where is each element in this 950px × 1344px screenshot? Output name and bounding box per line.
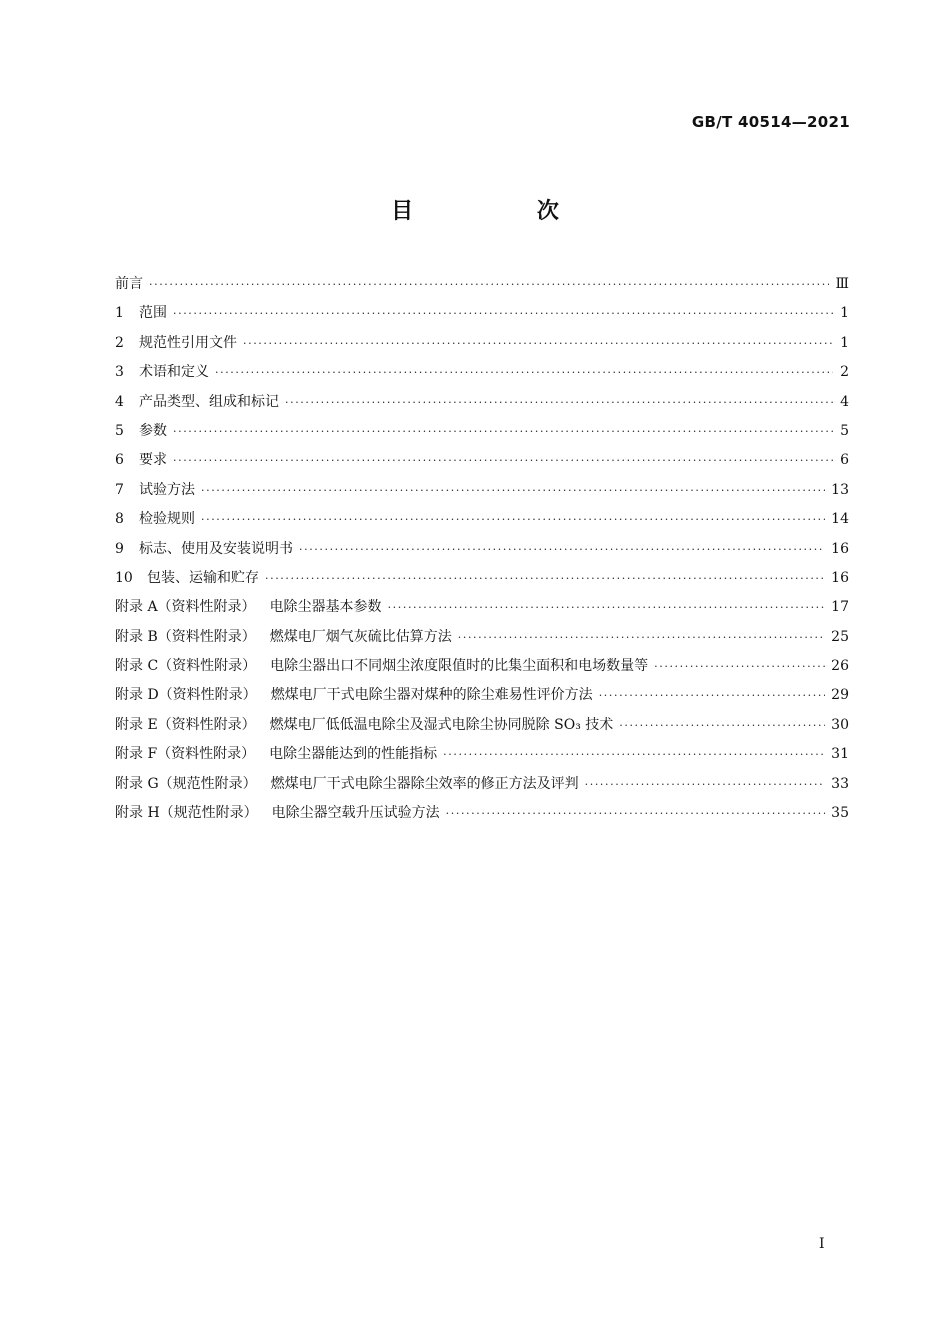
toc-entry-appendix-h[interactable] [115,799,849,828]
toc-entry-9[interactable] [115,535,849,564]
toc-entry-7[interactable] [115,476,849,505]
toc-entry-appendix-b[interactable] [115,623,849,652]
toc-label: 前言 [115,276,143,292]
appendix-prefix: 附录 A（资料性附录） [115,599,256,616]
appendix-prefix: 附录 E（资料性附录） [115,716,256,733]
toc-label: 燃煤电厂低低温电除尘及湿式电除尘协同脱除 SO₃ 技术 [269,716,614,733]
toc-label: 电除尘器出口不同烟尘浓度限值时的比集尘面积和电场数量等 [270,658,649,675]
leader-dots [599,681,825,710]
leader-dots [215,358,833,387]
toc-number: 10 [115,569,133,586]
leader-dots [654,652,825,681]
leader-dots [173,299,833,328]
toc-page: 17 [831,599,849,616]
appendix-prefix: 附录 C（资料性附录） [115,658,257,675]
toc-entry-appendix-f[interactable] [115,740,849,769]
toc-number: 6 [115,452,124,469]
toc-label: 规范性引用文件 [139,334,237,351]
leader-dots [585,770,826,799]
toc-page: 1 [840,334,849,351]
toc-label: 术语和定义 [139,364,209,381]
toc-page: 31 [831,746,849,763]
toc-label: 电除尘器基本参数 [269,599,382,616]
leader-dots [285,388,833,417]
toc-page: 4 [840,393,849,410]
toc-label: 电除尘器能达到的性能指标 [269,746,438,763]
toc-label: 产品类型、组成和标记 [139,393,279,410]
toc-page: Ⅲ [835,276,849,292]
appendix-prefix: 附录 G（规范性附录） [115,775,257,792]
toc-entry-appendix-g[interactable] [115,770,849,799]
appendix-prefix: 附录 H（规范性附录） [115,805,258,822]
leader-dots [243,329,833,358]
toc-label: 范围 [139,305,167,322]
toc-entry-4[interactable] [115,388,849,417]
toc-label: 要求 [139,452,167,469]
toc-entry-appendix-d[interactable] [115,681,849,710]
toc-label: 包装、运输和贮存 [147,569,259,586]
toc-page: 16 [831,540,849,557]
standard-number: GB/T 40514—2021 [691,113,850,131]
toc-page: 30 [831,716,849,733]
toc-page: 13 [831,481,849,498]
toc-page: 26 [831,658,849,675]
toc-page: 29 [831,687,849,704]
leader-dots [388,593,826,622]
toc-label: 试验方法 [139,481,195,498]
toc-page: 35 [831,805,849,822]
toc-entry-appendix-e[interactable] [115,711,849,740]
toc-entry-appendix-c[interactable] [115,652,849,681]
toc-entry-2[interactable] [115,329,849,358]
leader-dots [173,446,833,475]
leader-dots [443,740,825,769]
toc-entry-8[interactable] [115,505,849,534]
toc-page: 6 [840,452,849,469]
toc-label: 燃煤电厂烟气灰硫比估算方法 [269,628,452,645]
toc-label: 燃煤电厂干式电除尘器除尘效率的修正方法及评判 [270,775,579,792]
table-of-contents [115,270,849,828]
toc-label: 标志、使用及安装说明书 [139,540,293,557]
toc-label: 检验规则 [139,511,195,528]
leader-dots [299,535,825,564]
page-title: 目 次 [391,199,617,224]
toc-entry-1[interactable] [115,299,849,328]
leader-dots [446,799,826,828]
leader-dots [619,711,825,740]
leader-dots [458,623,825,652]
leader-dots [201,505,825,534]
toc-entry-10[interactable] [115,564,849,593]
toc-label: 燃煤电厂干式电除尘器对煤种的除尘难易性评价方法 [270,687,593,704]
toc-entry-appendix-a[interactable] [115,593,849,622]
leader-dots [201,476,825,505]
leader-dots [149,270,829,299]
toc-page: 14 [831,511,849,528]
toc-number: 4 [115,393,124,410]
appendix-prefix: 附录 F（资料性附录） [115,746,256,763]
toc-entry-6[interactable] [115,446,849,475]
toc-number: 3 [115,364,124,381]
toc-page: 2 [840,364,849,381]
toc-page: 5 [840,422,849,439]
appendix-prefix: 附录 D（资料性附录） [115,687,257,704]
toc-page: 16 [831,569,849,586]
toc-label: 电除尘器空载升压试验方法 [271,805,440,822]
appendix-prefix: 附录 B（资料性附录） [115,628,256,645]
toc-label: 参数 [139,422,167,439]
footer-page-number: I [819,1236,825,1252]
toc-number: 9 [115,540,124,557]
toc-entry-5[interactable] [115,417,849,446]
toc-number: 1 [115,305,124,322]
toc-page: 1 [840,305,849,322]
toc-number: 2 [115,334,124,351]
toc-page: 33 [831,775,849,792]
leader-dots [265,564,825,593]
leader-dots [173,417,833,446]
toc-number: 7 [115,481,124,498]
toc-entry-foreword[interactable] [115,270,849,299]
toc-entry-3[interactable] [115,358,849,387]
toc-page: 25 [831,628,849,645]
toc-number: 8 [115,511,124,528]
toc-number: 5 [115,422,124,439]
